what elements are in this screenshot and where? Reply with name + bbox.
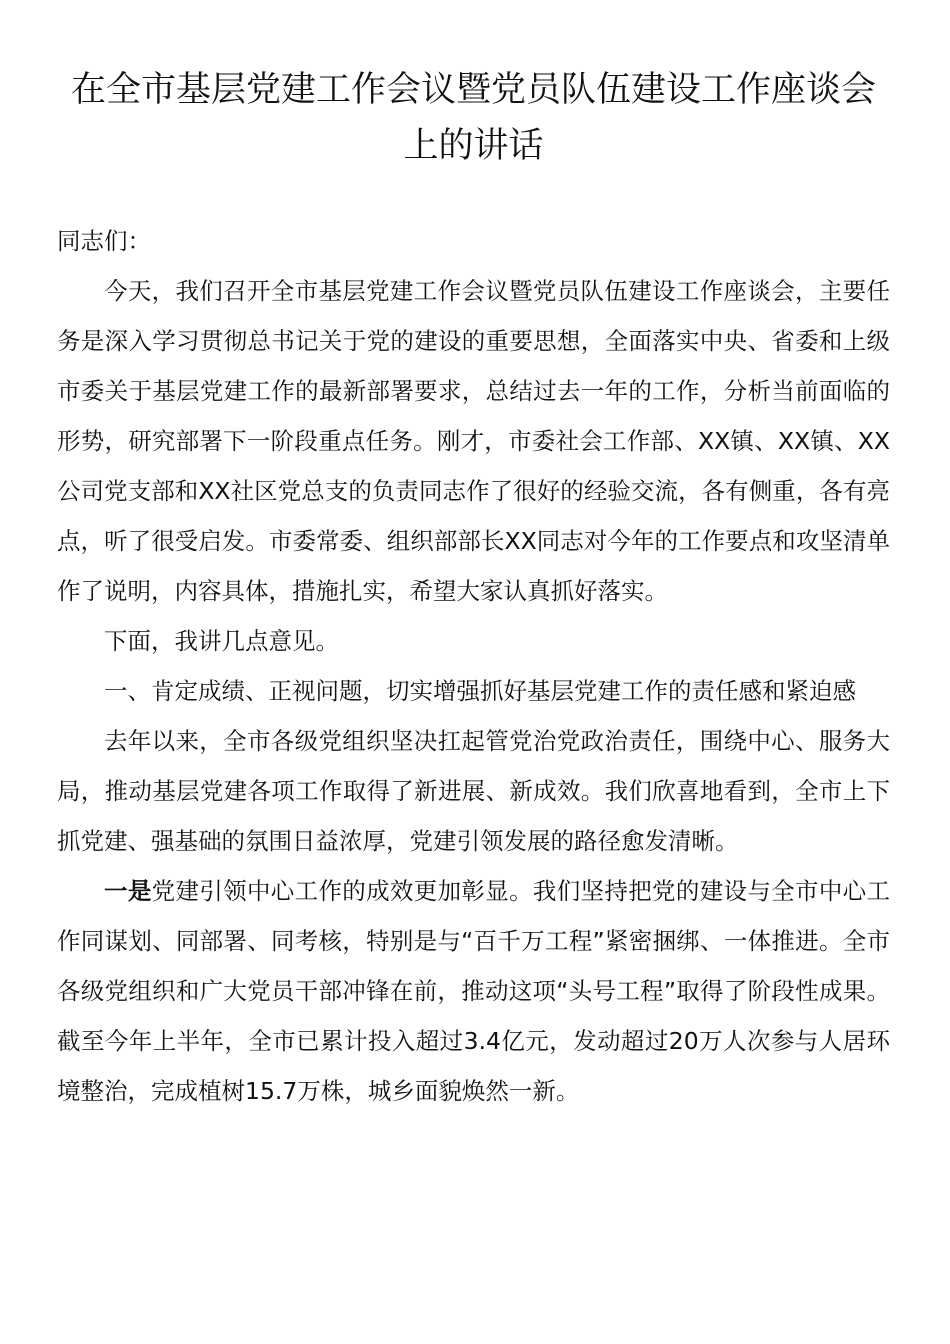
- document-body: [57, 216, 890, 1116]
- paragraph-point-1: [57, 866, 890, 1116]
- section-heading-1: 一、肯定成绩、正视问题，切实增强抓好基层党建工作的责任感和紧迫感: [104, 677, 856, 705]
- salutation: 同志们：: [57, 227, 151, 255]
- document-title: 在全市基层党建工作会议暨党员队伍建设工作座谈会上的讲话: [70, 70, 876, 166]
- point-1-text: 党建引领中心工作的成效更加彰显。我们坚持把党的建设与全市中心工作同谋划、同部署、同考核，特别是与“百千万工程”紧密捆绑、一体推进。全市各级党组织和广大党员干部冲锋在前，推动这项“头号工程”取得了阶段性成果。截至今年上半年，全市已累计投入超过3.4亿元，发动超过20万人次参与人居环境整治，完成植树15.7万株，城乡面貌焕然一新。: [57, 877, 890, 1105]
- paragraph-transition: 下面，我讲几点意见。: [104, 627, 339, 655]
- paragraph-section-1-overview: 去年以来，全市各级党组织坚决扛起管党治党政治责任，围绕中心、服务大局，推动基层党建各项工作取得了新进展、新成效。我们欣喜地看到，全市上下抓党建、强基础的氛围日益浓厚，党建引领发展的路径愈发清晰。: [57, 727, 890, 855]
- document-page: [57, 62, 890, 1116]
- point-1-lead: 一是: [104, 877, 152, 905]
- paragraph-intro: 今天，我们召开全市基层党建工作会议暨党员队伍建设工作座谈会，主要任务是深入学习贯彻总书记关于党的建设的重要思想，全面落实中央、省委和上级市委关于基层党建工作的最新部署要求，总结过去一年的工作，分析当前面临的形势，研究部署下一阶段重点任务。刚才，市委社会工作部、XX镇、XX镇、XX公司党支部和XX社区党总支的负责同志作了很好的经验交流，各有侧重，各有亮点，听了很受启发。市委常委、组织部部长XX同志对今年的工作要点和攻坚清单作了说明，内容具体，措施扎实，希望大家认真抓好落实。: [57, 277, 890, 605]
